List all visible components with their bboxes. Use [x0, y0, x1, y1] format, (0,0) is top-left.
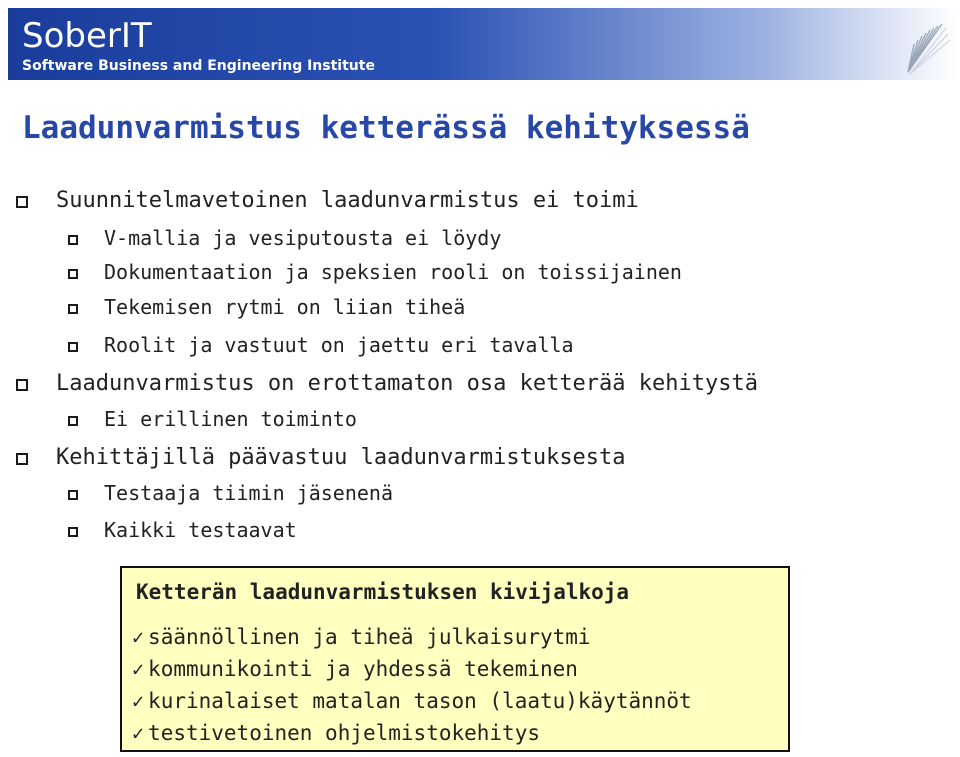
bullet-level1: [16, 440, 626, 474]
check-item: [132, 718, 540, 748]
bullet-level2: [68, 256, 682, 288]
bullet-level2: [68, 329, 574, 361]
slide-title: Laadunvarmistus ketterässä kehityksessä: [22, 110, 750, 146]
check-item-text: kurinalaiset matalan tason (laatu)käytännöt: [148, 689, 692, 713]
bullet-text: Dokumentaation ja speksien rooli on toissijainen: [104, 260, 682, 284]
bullet-text: Roolit ja vastuut on jaettu eri tavalla: [104, 333, 574, 357]
check-item: [132, 622, 591, 652]
institute-fan-logo-icon: [898, 20, 956, 78]
bullet-text: V-mallia ja vesiputousta ei löydy: [104, 226, 502, 250]
square-bullet-icon: [68, 490, 78, 500]
callout-title: Ketterän laadunvarmistuksen kivijalkoja: [136, 580, 630, 604]
bullet-level2: [68, 291, 465, 323]
square-bullet-icon: [68, 235, 78, 245]
bullet-level2: [68, 477, 393, 509]
bullet-level1: [16, 183, 639, 217]
checkmark-icon: ✓: [132, 721, 145, 745]
square-bullet-icon: [68, 527, 78, 537]
check-item-text: kommunikointi ja yhdessä tekeminen: [148, 657, 578, 681]
bullet-text: Laadunvarmistus on erottamaton osa ketterää kehitystä: [56, 370, 758, 396]
bullet-text: Suunnitelmavetoinen laadunvarmistus ei toimi: [56, 187, 639, 213]
bullet-level2: [68, 403, 357, 435]
square-bullet-icon: [68, 269, 78, 279]
square-bullet-icon: [68, 304, 78, 314]
checkmark-icon: ✓: [132, 657, 145, 681]
square-bullet-icon: [16, 453, 28, 465]
bullet-text: Ei erillinen toiminto: [104, 407, 357, 431]
bullet-level1: [16, 366, 758, 400]
checkmark-icon: ✓: [132, 625, 145, 649]
callout-box: [120, 566, 790, 752]
brand-name: SoberIT: [22, 16, 152, 56]
bullet-level2: [68, 514, 297, 546]
bullet-text: Testaaja tiimin jäsenenä: [104, 481, 393, 505]
brand-tagline: Software Business and Engineering Institute: [22, 58, 375, 74]
square-bullet-icon: [68, 342, 78, 352]
bullet-level2: [68, 222, 501, 254]
check-item: [132, 654, 578, 684]
check-item-text: säännöllinen ja tiheä julkaisurytmi: [148, 625, 591, 649]
bullet-text: Kaikki testaavat: [104, 518, 297, 542]
checkmark-icon: ✓: [132, 689, 145, 713]
check-item-text: testivetoinen ohjelmistokehitys: [148, 721, 540, 745]
bullet-text: Kehittäjillä päävastuu laadunvarmistuksesta: [56, 444, 626, 470]
square-bullet-icon: [16, 196, 28, 208]
bullet-text: Tekemisen rytmi on liian tiheä: [104, 295, 466, 319]
header-banner: [8, 8, 958, 80]
check-item: [132, 686, 692, 716]
square-bullet-icon: [16, 379, 28, 391]
square-bullet-icon: [68, 416, 78, 426]
